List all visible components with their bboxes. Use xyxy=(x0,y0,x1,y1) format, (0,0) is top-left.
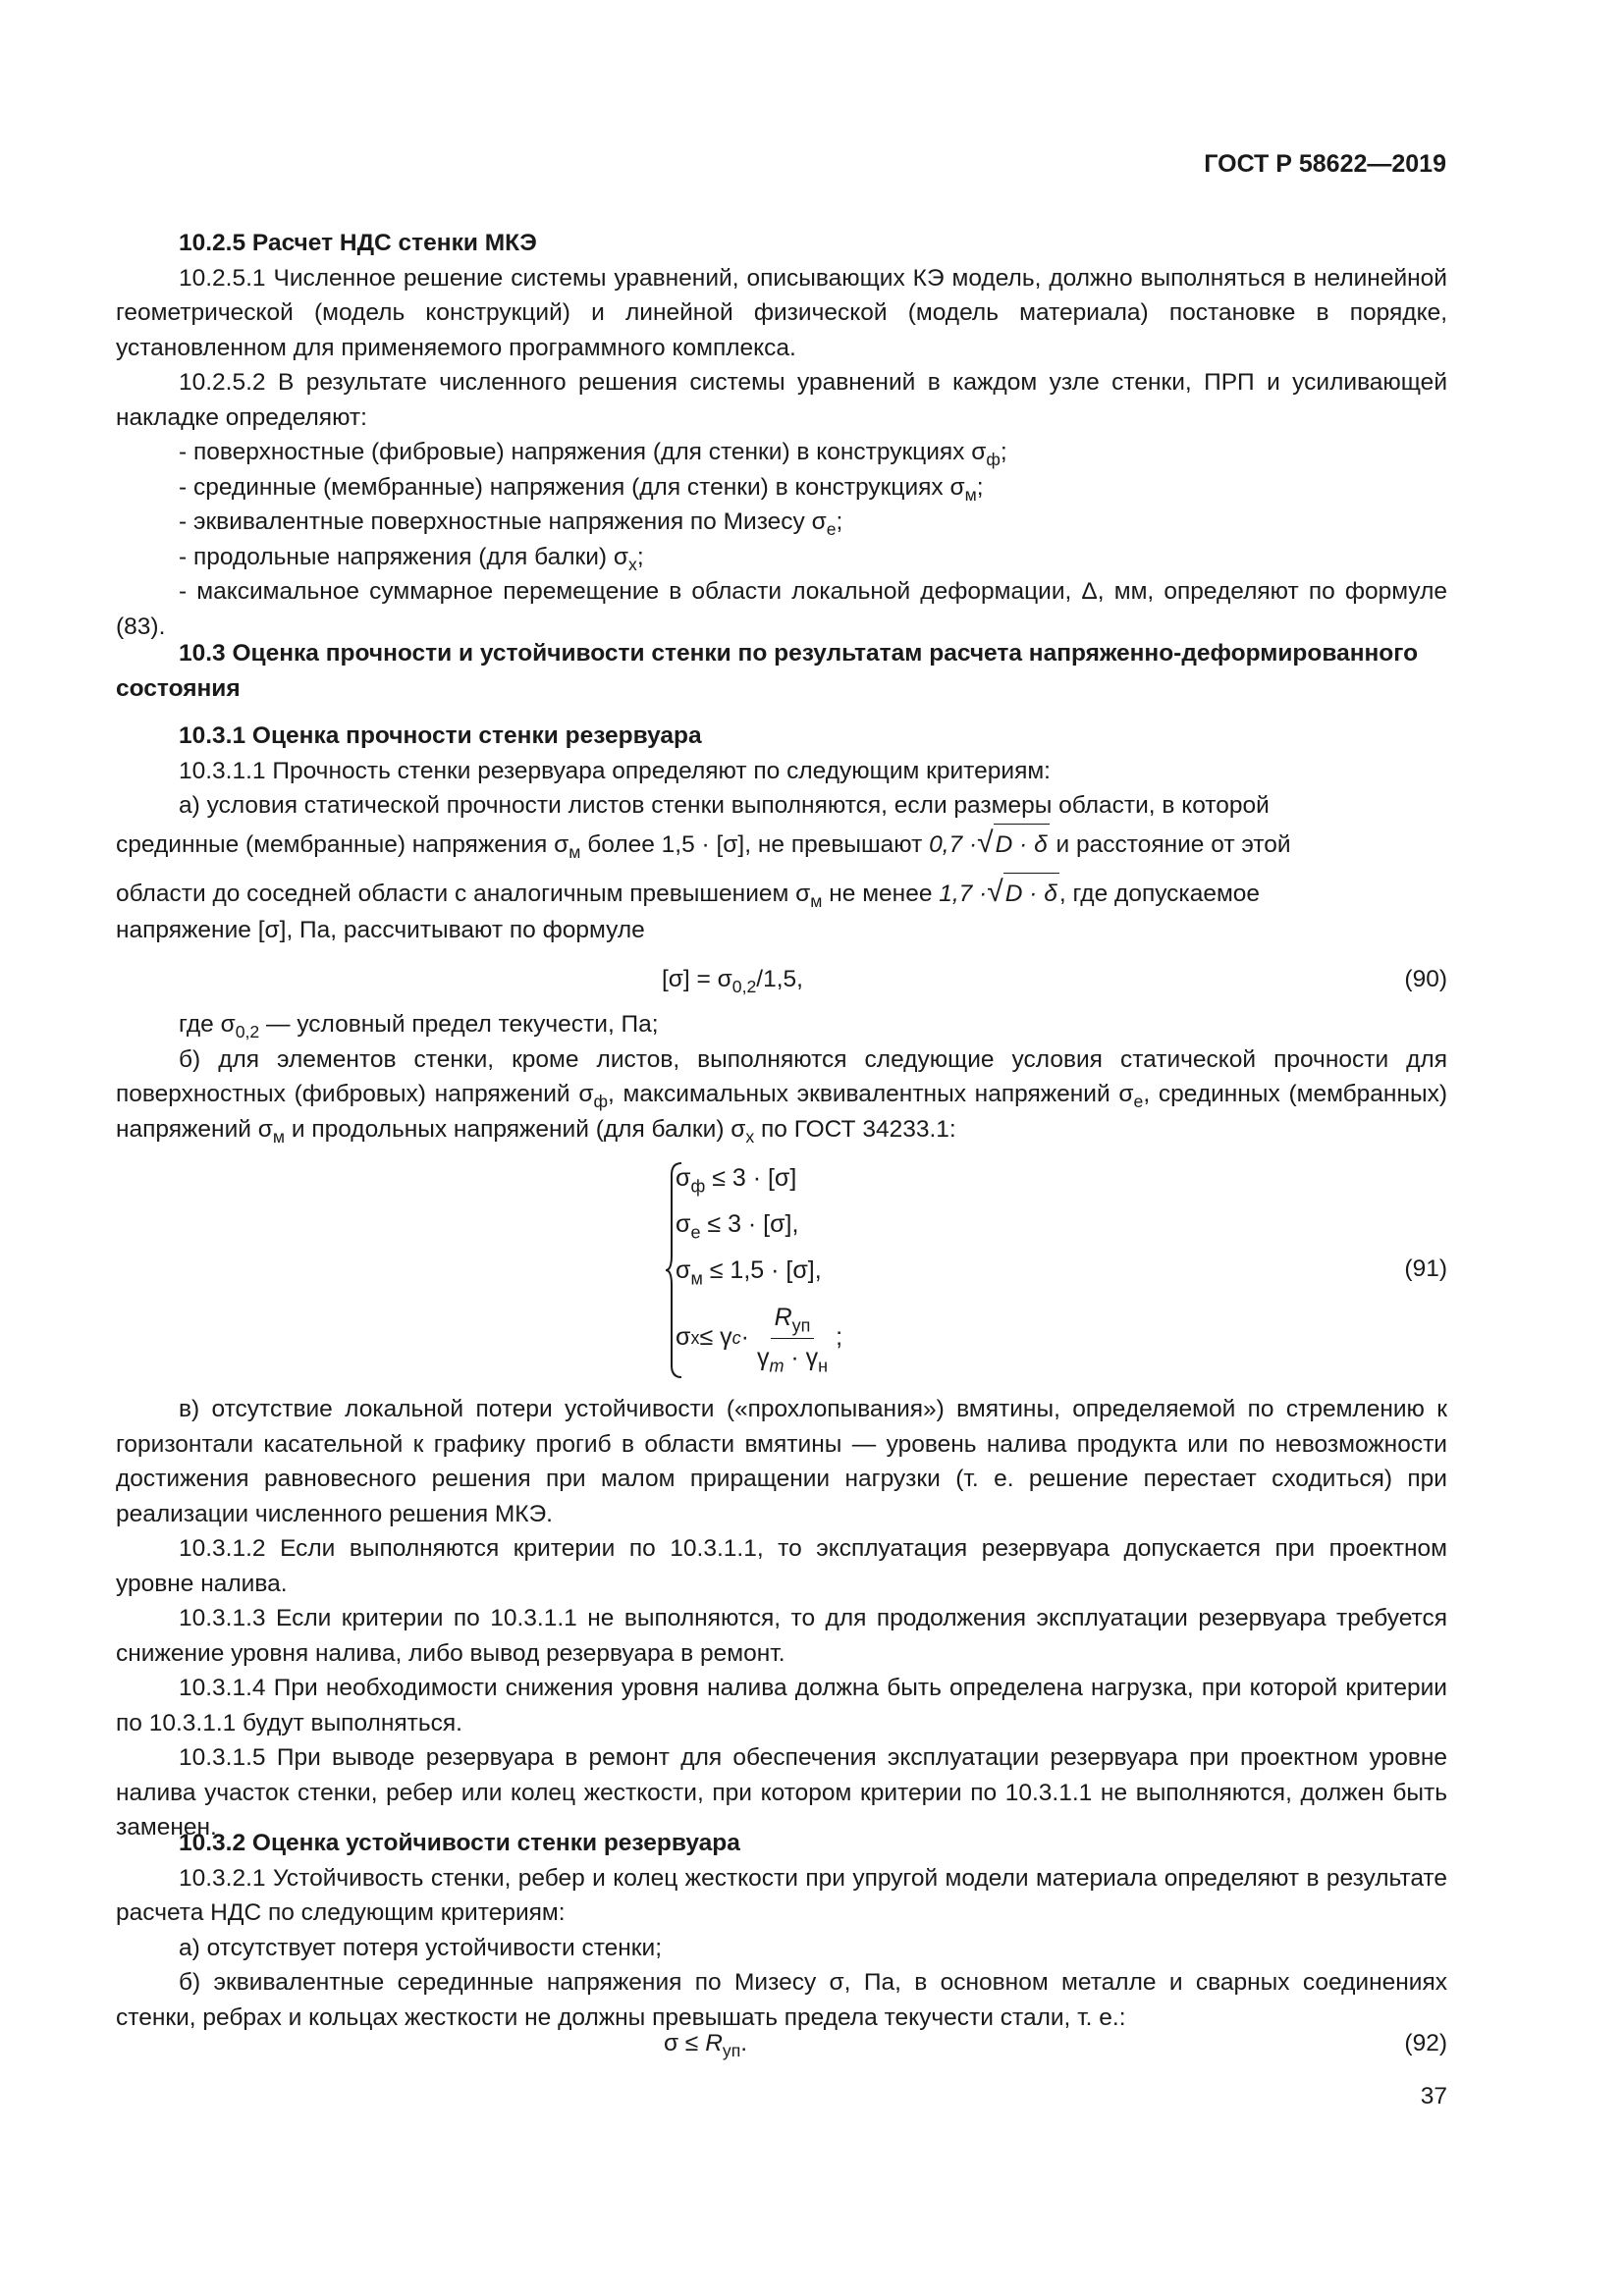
paragraph-block xyxy=(116,1007,1447,1147)
paragraph: 10.3.1.3 Если критерии по 10.3.1.1 не выполняются, то для продолжения эксплуатации резервуара требуется снижение уровня налива, либо вывод резервуара в ремонт. xyxy=(116,1605,1447,1667)
equation-number: (91) xyxy=(1404,1255,1447,1282)
equation-row: $\sigma_м \le 1,5 \cdot [\sigma]$, xyxy=(676,1256,822,1289)
list-item: - эквивалентные поверхностные напряжения по Мизесу $\sigma_е$; xyxy=(179,508,843,540)
section-title: 10.3 Оценка прочности и устойчивости стенки по результатам расчета напряженно-деформированного состояния xyxy=(116,640,1419,702)
list-item: - срединные (мембранные) напряжения (для стенки) в конструкциях $\sigma_м$; xyxy=(179,473,984,505)
paragraph-block xyxy=(116,1392,1447,1845)
section-title: 10.2.5 Расчет НДС стенки МКЭ xyxy=(179,230,537,256)
paragraph-line: срединные (мембранные) напряжения $\sigma_м$ более 1,5 · [σ], не превышают 0,7 ·√D · δ и расстояние от этой xyxy=(116,823,1447,866)
paragraph: а) условия статической прочности листов стенки выполняются, если размеры области, в которой xyxy=(179,792,1270,819)
paragraph: 10.2.5.1 Численное решение системы уравнений, описывающих КЭ модель, должно выполняться в нелинейной геометрической (модель конструкций) и линейной физической (модель материала) постановке в порядке, установленном для применяемого программного комплекса. xyxy=(116,264,1447,361)
paragraph: 10.3.1.5 При выводе резервуара в ремонт для обеспечения эксплуатации резервуара при проектном уровне налива участок стенки, ребер или колец жесткости, при котором критерии по 10.3.1.1 не выполняются, должен быть заменен. xyxy=(116,1744,1447,1841)
page-number: 37 xyxy=(1420,2083,1447,2109)
section-10-3-1 xyxy=(116,719,1447,824)
list-item: - продольные напряжения (для балки) $\sigma_x$; xyxy=(179,543,644,574)
radical-expression: D · δ xyxy=(994,824,1050,866)
equation-body: $\sigma \le R_{уп}$. xyxy=(664,2030,748,2061)
paragraph: 10.3.1.2 Если выполняются критерии по 10.3.1.1, то эксплуатация резервуара допускается при проектном уровне налива. xyxy=(116,1535,1447,1597)
section-10-2-5 xyxy=(116,226,1447,644)
list-item: - поверхностные (фибровые) напряжения (для стенки) в конструкциях $\sigma_ф$; xyxy=(179,439,1007,470)
document-number: ГОСТ Р 58622—2019 xyxy=(1204,150,1446,178)
paragraph: б) для элементов стенки, кроме листов, выполняются следующие условия статической прочности для поверхностных (фибровых) напряжений $\sigma_ф$, максимальных эквивалентных напряжений $\sigma_е$, срединных (мембранных) напряжений $\sigma_м$ и продольных напряжений (для балки) $\sigma_x$ по ГОСТ 34233.1: xyxy=(116,1045,1448,1147)
equation-number: (92) xyxy=(1404,2030,1447,2056)
paragraph: а) отсутствует потеря устойчивости стенки; xyxy=(179,1934,663,1961)
paragraph: где $\sigma_{0,2}$ — условный предел текучести, Па; xyxy=(179,1011,659,1042)
equation-body: $[\sigma] = \sigma_{0,2}/1,5$, xyxy=(662,966,803,997)
paragraph: в) отсутствие локальной потери устойчивости («прохлопывания») вмятины, определяемой по стремлению к горизонтали касательной к графику прогиб в области вмятины — уровень налива продукта или по невозможности достижения равновесного решения при малом приращении нагрузки (т. е. решение перестает сходиться) при реализации численного решения МКЭ. xyxy=(116,1396,1447,1527)
equation-row: $\sigma_ф \le 3 \cdot [\sigma]$ xyxy=(676,1164,797,1197)
fraction: $\frac{R_{уп}}{\gamma_m \cdot \gamma_н}$ xyxy=(753,1301,832,1375)
paragraph-line: области до соседней области с аналогичным превышением $\sigma_м$ не менее 1,7 ·√D · δ, где допускаемое xyxy=(116,872,1447,915)
equation-row: σ x ≤ γ c · $\frac{R_{уп}}{\gamma_m \cdot \gamma_н}$ ; xyxy=(676,1301,842,1375)
equation-row: $\sigma_e \le 3 \cdot [\sigma]$, xyxy=(676,1210,799,1243)
paragraph: 10.3.1.1 Прочность стенки резервуара определяют по следующим критериям: xyxy=(179,757,1051,784)
equation-number: (90) xyxy=(1404,966,1447,992)
section-10-3-2 xyxy=(116,1826,1447,2035)
section-title: 10.3.2 Оценка устойчивости стенки резервуара xyxy=(179,1830,740,1856)
paragraph-line: напряжение [σ], Па, рассчитывают по формуле xyxy=(116,917,645,943)
equation-91 xyxy=(116,1153,1447,1389)
paragraph: б) эквивалентные серединные напряжения по Мизесу σ, Па, в основном металле и сварных соединениях стенки, ребрах и кольцах жесткости не должны превышать предела текучести стали, т. е.: xyxy=(116,1969,1447,2031)
paragraph: 10.3.1.4 При необходимости снижения уровня налива должна быть определена нагрузка, при которой критерии по 10.3.1.1 будут выполняться. xyxy=(116,1675,1447,1736)
equation-90 xyxy=(116,962,1447,997)
list-item: - максимальное суммарное перемещение в области локальной деформации, Δ, мм, определяют по формуле (83). xyxy=(116,578,1447,640)
paragraph: 10.3.2.1 Устойчивость стенки, ребер и колец жесткости при упругой модели материала определяют в результате расчета НДС по следующим критериям: xyxy=(116,1864,1447,1926)
paragraph: 10.2.5.2 В результате численного решения системы уравнений в каждом узле стенки, ПРП и усиливающей накладке определяют: xyxy=(116,369,1447,431)
section-10-3 xyxy=(116,636,1447,706)
radical-expression: D · δ xyxy=(1003,873,1059,915)
section-title: 10.3.1 Оценка прочности стенки резервуара xyxy=(179,722,702,749)
equation-92 xyxy=(116,2026,1447,2061)
